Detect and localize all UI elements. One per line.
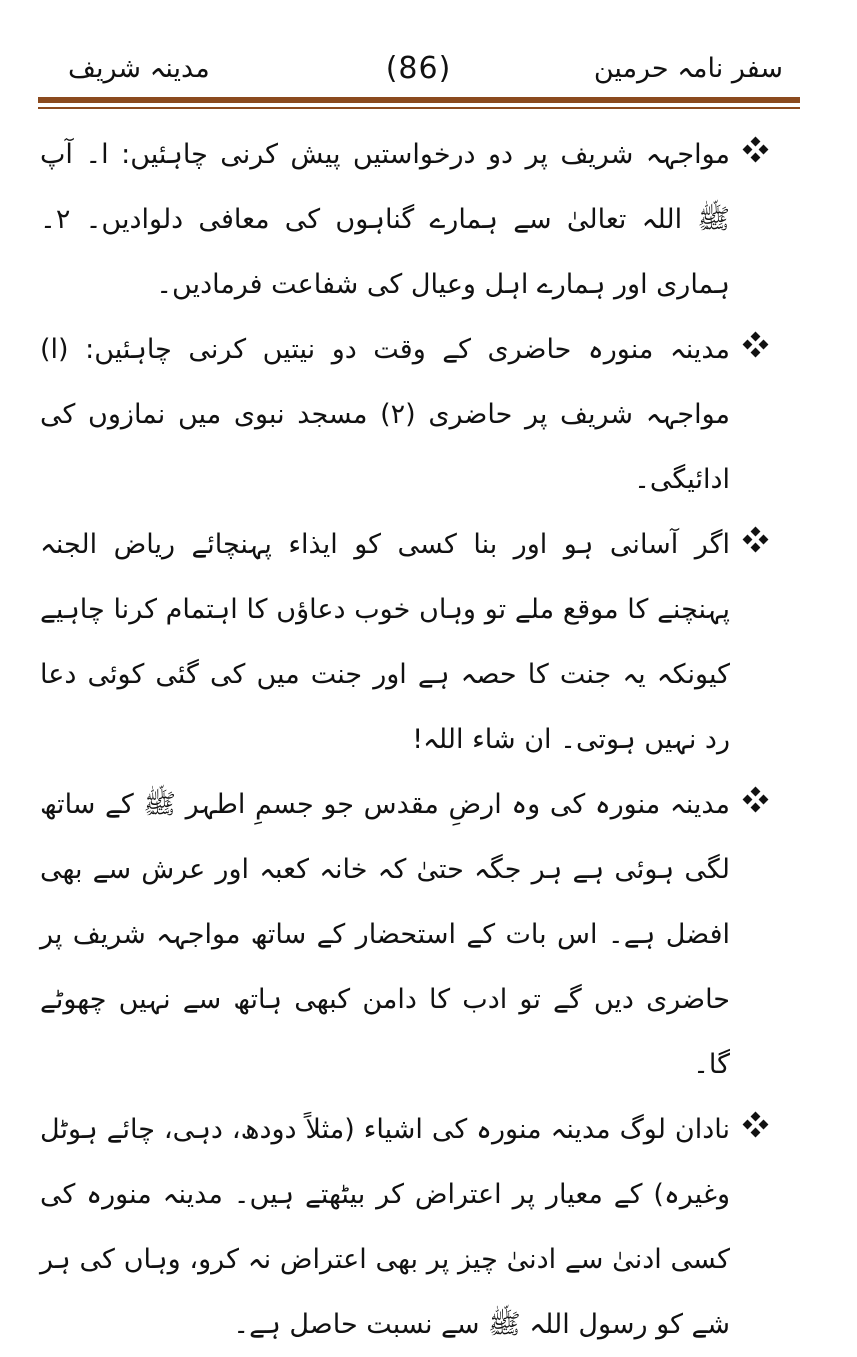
- bullet-text: مدینہ منورہ کی وہ ارضِ مقدس جو جسمِ اطہر ﷺ کے ساتھ لگی ہوئی ہے ہر جگہ حتیٰ کہ خانہ کعبہ اور عرش سے بھی افضل ہے۔ اس بات کے استحضار کے ساتھ مواجہہ شریف پر حاضری دیں گے تو ادب کا دامن کبھی ہاتھ سے نہیں چھوٹے گا۔: [40, 789, 730, 1080]
- diamond-bullet-icon: [744, 528, 768, 552]
- bullet-item: [40, 512, 808, 772]
- bullet-item: [40, 1097, 808, 1357]
- book-title: سفر نامہ حرمین: [593, 53, 783, 84]
- bullet-text: مدینہ منورہ حاضری کے وقت دو نیتیں کرنی چاہئیں: (ا) مواجہہ شریف پر حاضری (۲) مسجد نبوی میں نمازوں کی ادائیگی۔: [40, 334, 730, 495]
- diamond-bullet-icon: [744, 788, 768, 812]
- bullet-item: [40, 772, 808, 1097]
- bullet-text: مواجہہ شریف پر دو درخواستیں پیش کرنی چاہئیں: ا۔ آپ ﷺ اللہ تعالیٰ سے ہمارے گناہوں کی معافی دلوادیں۔ ۲۔ ہماری اور ہمارے اہل وعیال کی شفاعت فرمادیں۔: [40, 139, 730, 300]
- chapter-title: مدینہ شریف: [68, 53, 210, 84]
- bullet-text: نادان لوگ مدینہ منورہ کی اشیاء (مثلاً دودھ، دہی، چائے ہوٹل وغیرہ) کے معیار پر اعتراض کر بیٹھتے ہیں۔ مدینہ منورہ کی کسی ادنیٰ سے ادنیٰ چیز پر بھی اعتراض نہ کرو، وہاں کی ہر شے کو رسول اللہ ﷺ سے نسبت حاصل ہے۔: [40, 1114, 730, 1340]
- header-rule-thin: [38, 107, 800, 109]
- page-number: (86): [385, 51, 452, 86]
- diamond-bullet-icon: [744, 138, 768, 162]
- bullet-item: [40, 317, 808, 512]
- bullet-item: [40, 122, 808, 317]
- header-rule-thick: [38, 97, 800, 103]
- page-header: [40, 48, 797, 90]
- diamond-bullet-icon: [744, 333, 768, 357]
- bullet-text: اگر آسانی ہو اور بنا کسی کو ایذاء پہنچائے ریاض الجنہ پہنچنے کا موقع ملے تو وہاں خوب دعاؤں کا اہتمام کرنا چاہیے کیونکہ یہ جنت کا حصہ ہے اور جنت میں کی گئی کوئی دعا رد نہیں ہوتی۔ ان شاء اللہ!: [40, 529, 730, 755]
- diamond-bullet-icon: [744, 1113, 768, 1137]
- bullet-list: [40, 122, 808, 1357]
